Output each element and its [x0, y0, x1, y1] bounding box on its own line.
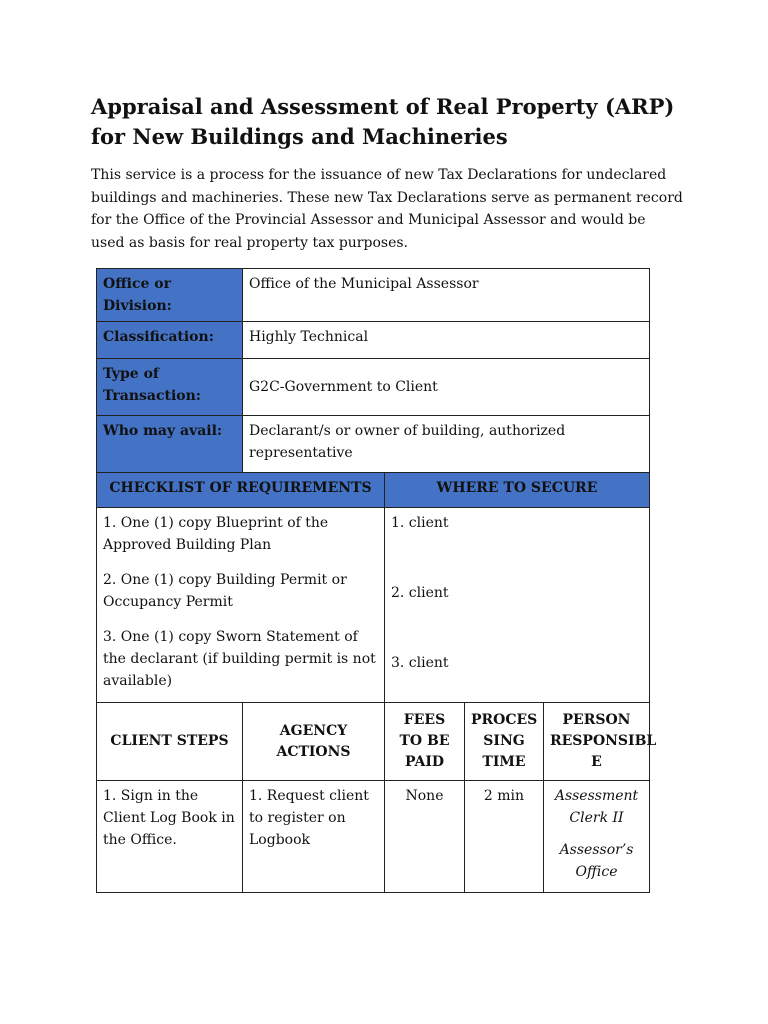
person-responsible-2: Assessor’s Office — [559, 842, 634, 880]
source-item: 3. client — [391, 655, 449, 671]
agency-actions-header: AGENCY ACTIONS — [243, 703, 385, 781]
agency-action-cell: 1. Request client to register on Logbook — [243, 781, 385, 893]
page-title: Appraisal and Assessment of Real Property (ARP) for New Buildings and Machineries — [91, 94, 675, 149]
office-value: Office of the Municipal Assessor — [243, 269, 650, 322]
requirement-item: 1. One (1) copy Blueprint of the Approved Building Plan — [103, 515, 329, 553]
source-item: 1. client — [391, 515, 449, 531]
steps-header-row — [97, 703, 650, 781]
intro-paragraph: This service is a process for the issuance of new Tax Declarations for undeclared buildings and machineries. These new Tax Declarations serve as permanent record for the Office of the Provincial Assessor and Municipal Assessor and would be used as basis for real property tax purposes. — [91, 167, 683, 251]
checklist-header-row — [97, 473, 650, 508]
transaction-type-row — [97, 359, 650, 416]
office-row — [97, 269, 650, 322]
service-table — [96, 268, 657, 893]
checklist-row — [97, 508, 650, 703]
client-step-cell: 1. Sign in the Client Log Book in the Office. — [97, 781, 243, 893]
fees-cell: None — [385, 781, 465, 893]
who-may-avail-value: Declarant/s or owner of building, authorized representative — [243, 416, 650, 473]
fees-header: FEES TO BE PAID — [385, 703, 465, 781]
requirement-item: 2. One (1) copy Building Permit or Occupancy Permit — [103, 572, 347, 610]
classification-value: Highly Technical — [243, 322, 650, 359]
office-label: Office or Division: — [97, 269, 243, 322]
person-responsible-cell — [544, 781, 650, 893]
classification-label: Classification: — [97, 322, 243, 359]
person-responsible-1: Assessment Clerk II — [554, 788, 639, 826]
client-steps-header: CLIENT STEPS — [97, 703, 243, 781]
processing-time-cell: 2 min — [465, 781, 544, 893]
where-to-secure-header: WHERE TO SECURE — [385, 473, 650, 508]
transaction-type-value: G2C-Government to Client — [243, 359, 650, 416]
requirements-cell — [97, 508, 385, 703]
classification-row — [97, 322, 650, 359]
sources-cell — [385, 508, 650, 703]
person-responsible-header: PERSON RESPONSIBL E — [544, 703, 650, 781]
step-row — [97, 781, 650, 893]
requirement-item: 3. One (1) copy Sworn Statement of the declarant (if building permit is not available) — [103, 629, 376, 689]
processing-time-header: PROCES SING TIME — [465, 703, 544, 781]
source-item: 2. client — [391, 585, 449, 601]
checklist-header: CHECKLIST OF REQUIREMENTS — [97, 473, 385, 508]
transaction-type-label: Type of Transaction: — [97, 359, 243, 416]
who-may-avail-label: Who may avail: — [97, 416, 243, 473]
who-may-avail-row — [97, 416, 650, 473]
